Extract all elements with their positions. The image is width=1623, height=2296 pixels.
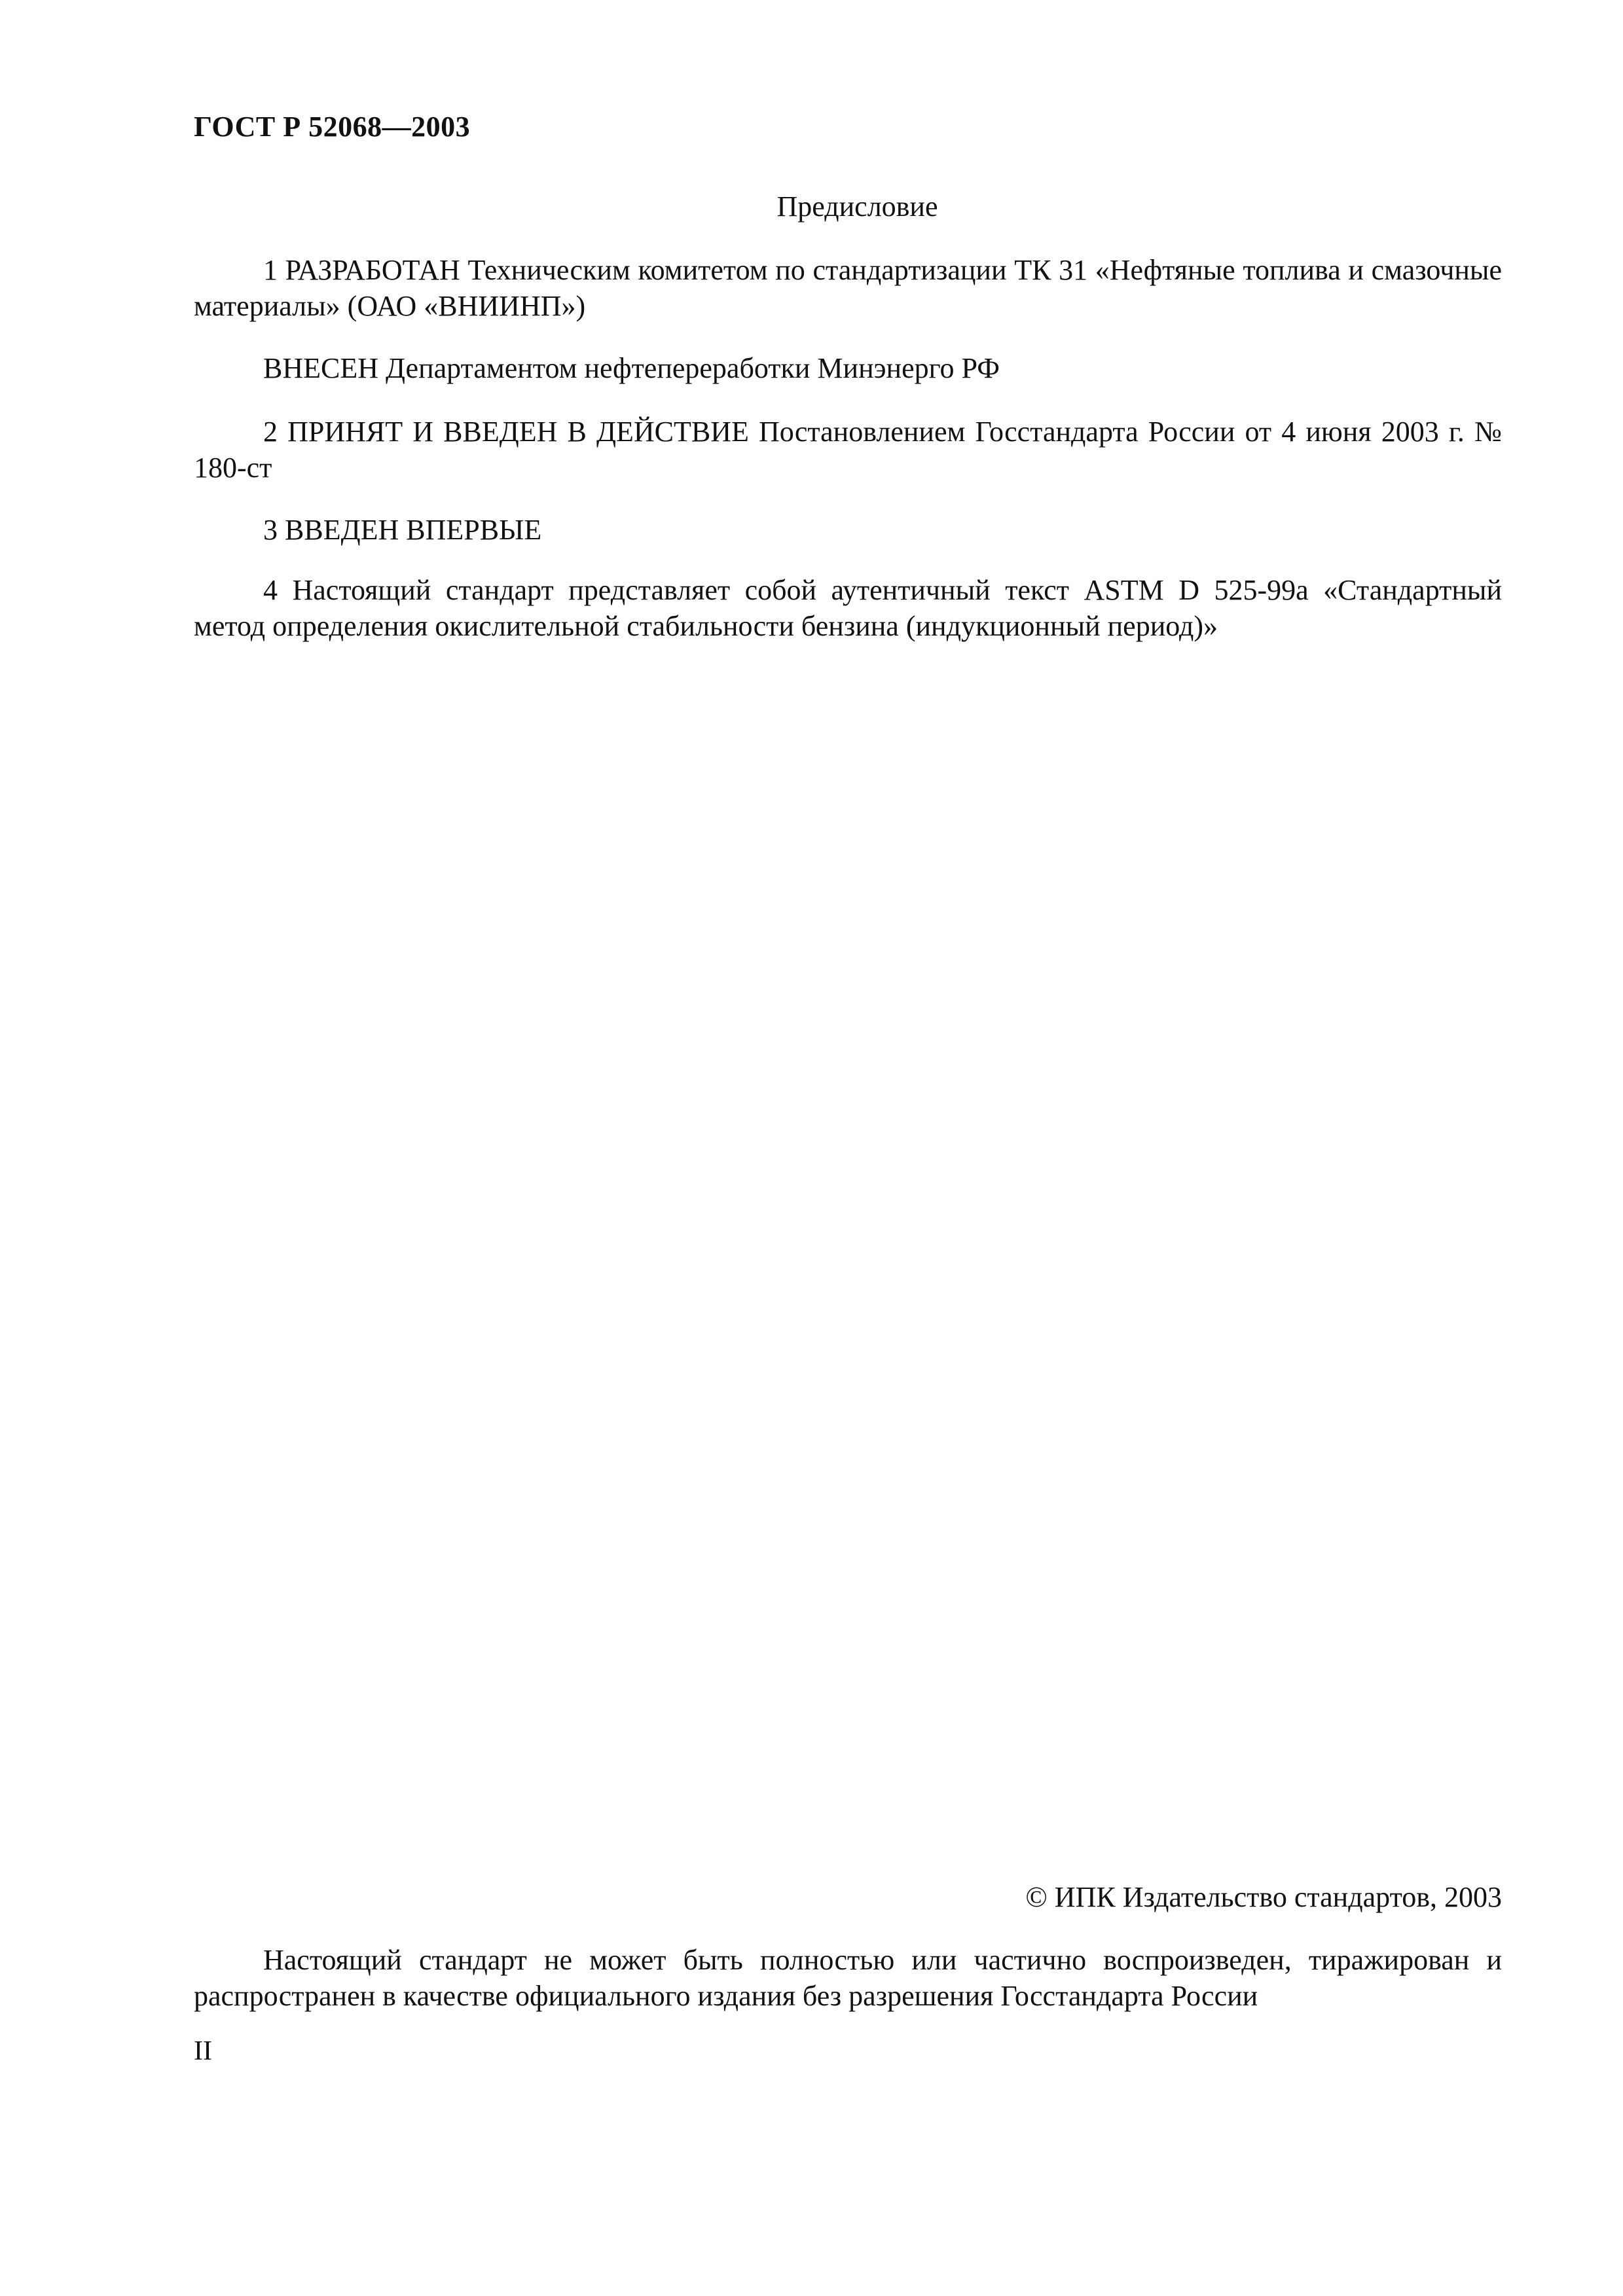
copyright-line: © ИПК Издательство стандартов, 2003 <box>1025 1881 1502 1913</box>
paragraph-submitted <box>194 350 1502 386</box>
paragraph-introduced <box>194 512 1502 548</box>
paragraph-authentic-text <box>194 572 1502 644</box>
notice-text: Настоящий стандарт не может быть полностью или частично воспроизведен, тиражирован и распространен в качестве официального издания без разрешения Госстандарта России <box>194 1944 1502 2012</box>
page-number: II <box>194 2036 212 2066</box>
standard-designation: ГОСТ Р 52068—2003 <box>194 111 471 143</box>
paragraph-text: 2 ПРИНЯТ И ВВЕДЕН В ДЕЙСТВИЕ Постановлением Госстандарта России от 4 июня 2003 г. № 180-ст <box>194 416 1502 484</box>
paragraph-text: ВНЕСЕН Департаментом нефтепереработки Минэнерго РФ <box>263 352 1000 384</box>
paragraph-developed <box>194 252 1502 324</box>
paragraph-text: 1 РАЗРАБОТАН Техническим комитетом по стандартизации ТК 31 «Нефтяные топлива и смазочные материалы» (ОАО «ВНИИНП») <box>194 254 1502 322</box>
paragraph-text: 3 ВВЕДЕН ВПЕРВЫЕ <box>263 514 542 546</box>
section-title: Предисловие <box>776 190 938 223</box>
paragraph-text: 4 Настоящий стандарт представляет собой аутентичный текст ASTM D 525-99a «Стандартный метод определения окислительной стабильности бензина (индукционный период)» <box>194 574 1502 642</box>
paragraph-adopted <box>194 414 1502 486</box>
reproduction-notice <box>194 1942 1502 2014</box>
